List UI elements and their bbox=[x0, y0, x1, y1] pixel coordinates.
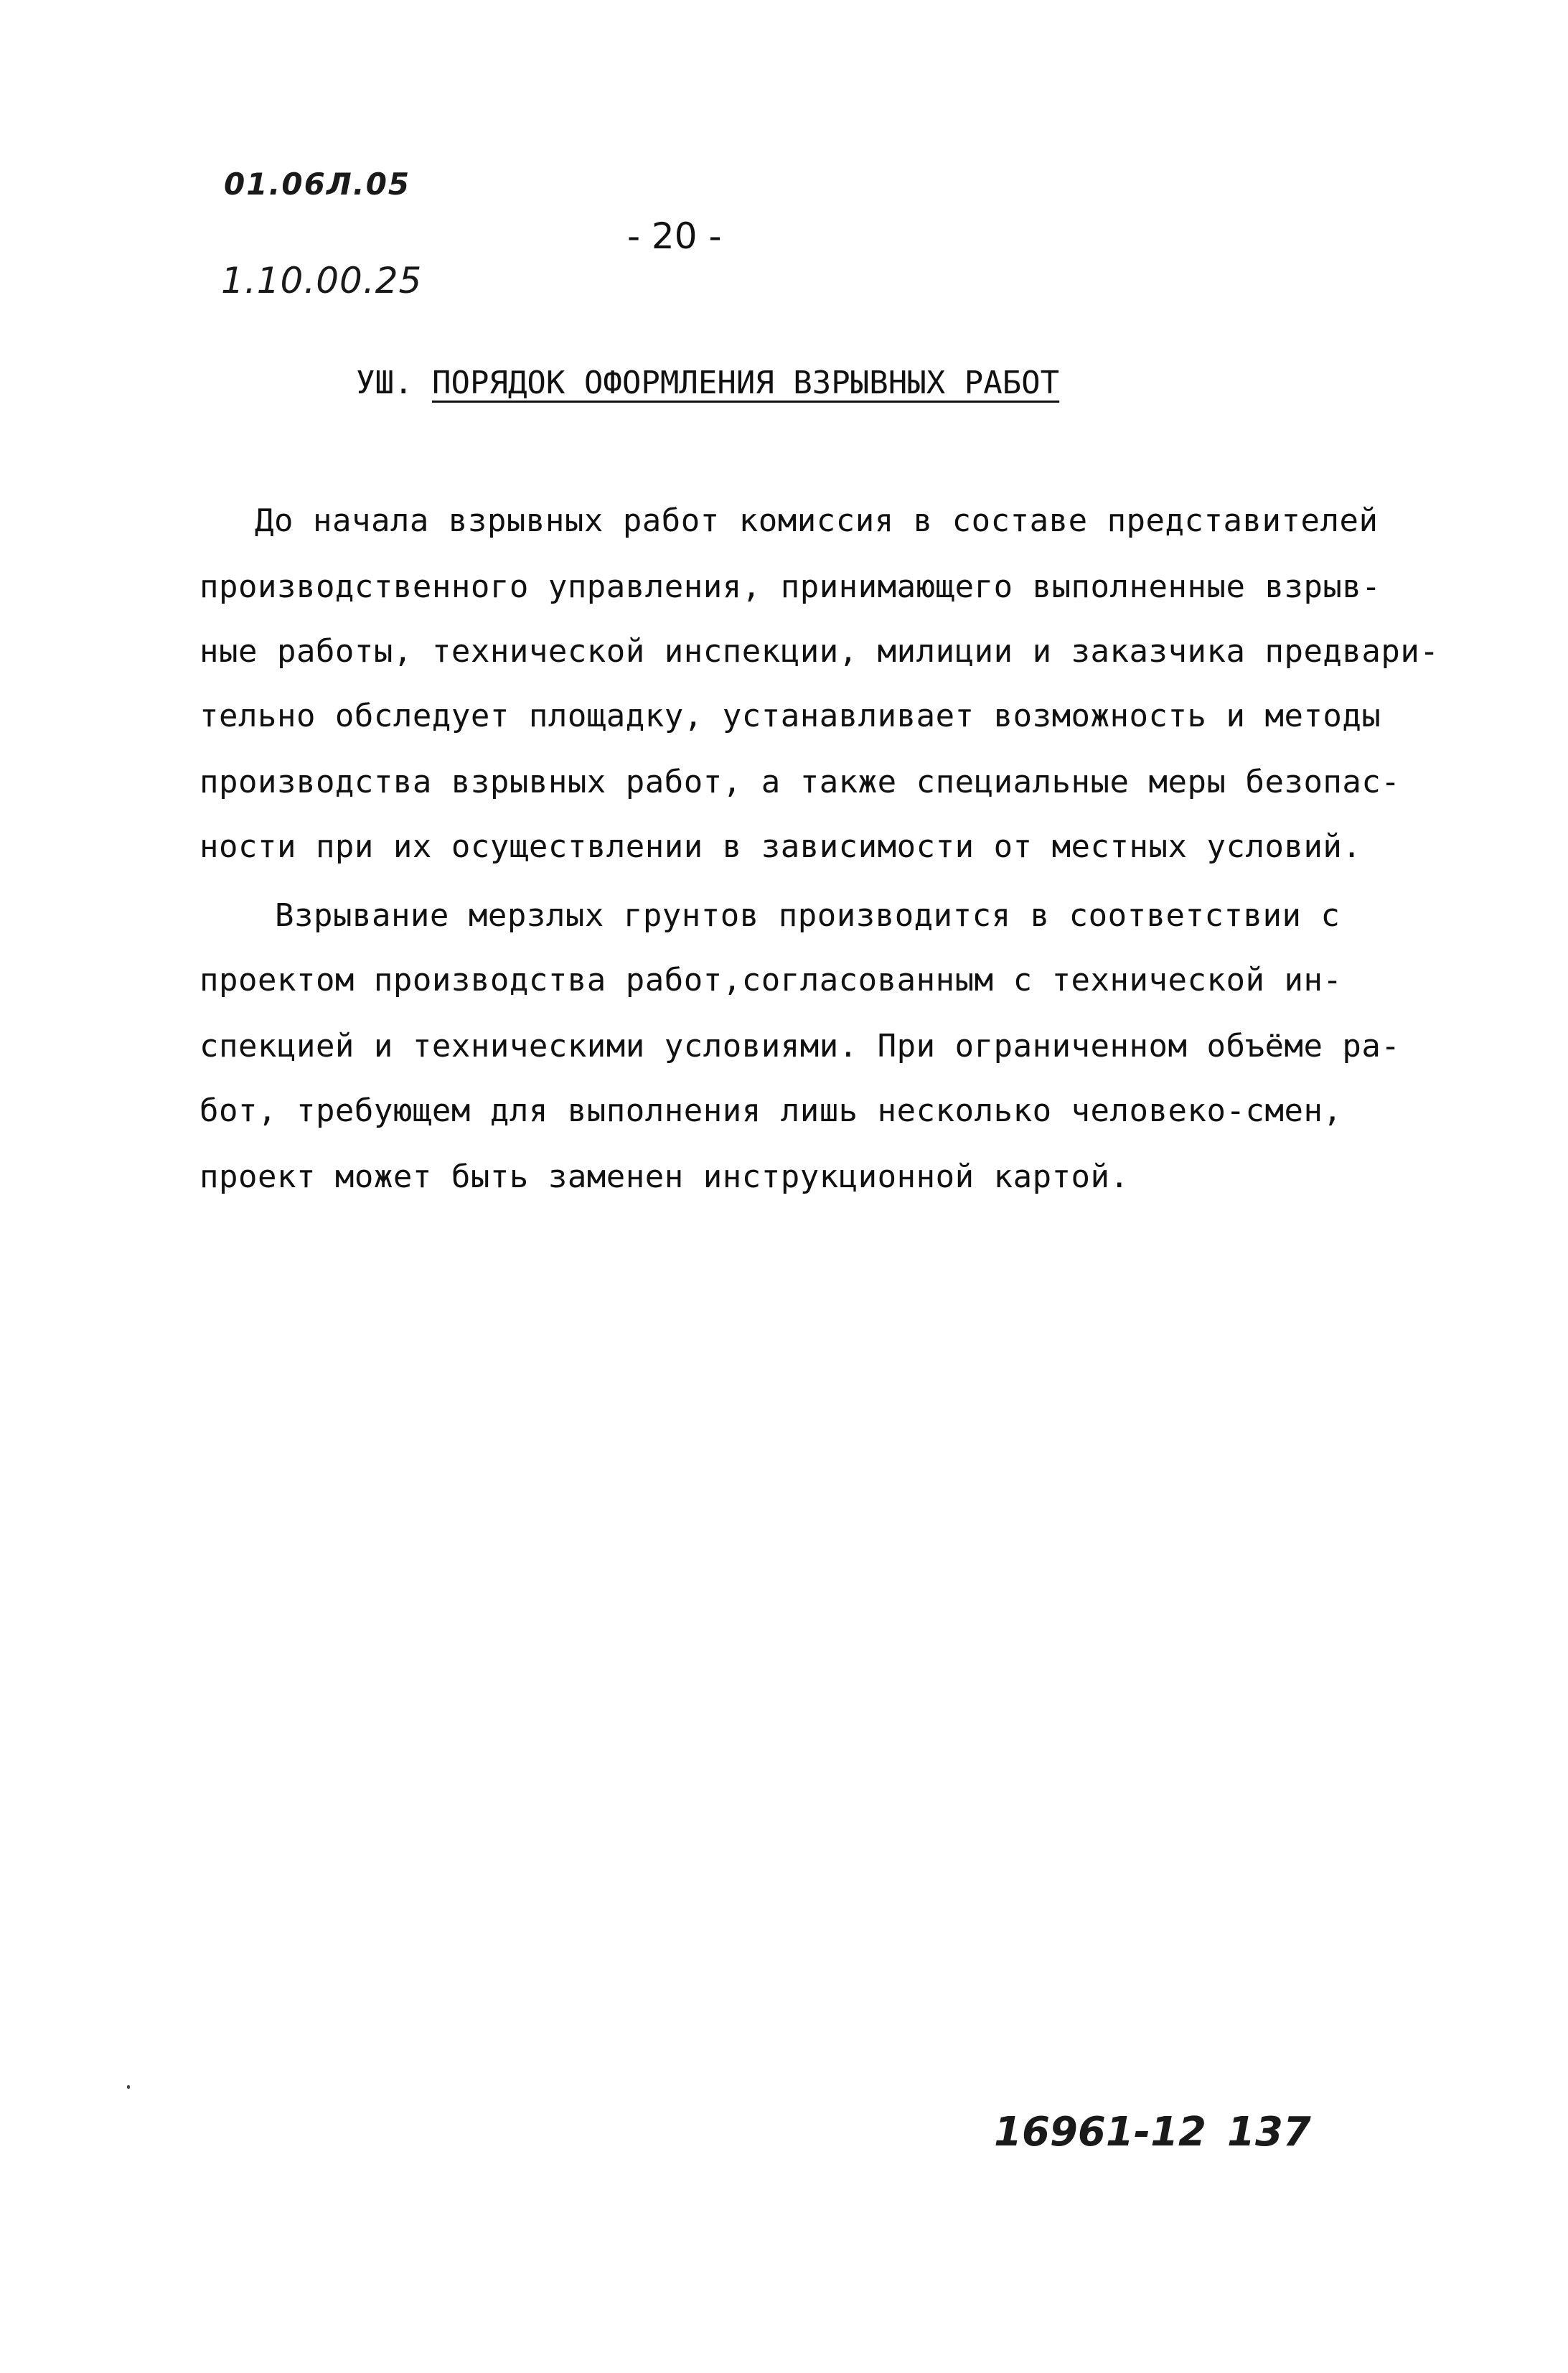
text-line: проект может быть заменен инструкционной картой. bbox=[199, 1159, 1130, 1195]
document-subcode-handwritten: 1.10.00.25 bbox=[221, 260, 423, 301]
section-heading bbox=[356, 365, 1059, 401]
text-line: спекцией и техническими условиями. При ограниченном объёме ра- bbox=[199, 1028, 1401, 1064]
archive-number-handwritten: 16961-12 bbox=[994, 2109, 1206, 2156]
text-line: производства взрывных работ, а также специальные меры безопас- bbox=[199, 764, 1401, 800]
text-line: производственного управления, принимающего выполненные взрыв- bbox=[199, 568, 1381, 605]
scan-artifact bbox=[127, 2085, 130, 2089]
section-title: ПОРЯДОК ОФОРМЛЕНИЯ ВЗРЫВНЫХ РАБОТ bbox=[431, 365, 1060, 401]
page-number: - 20 - bbox=[627, 215, 722, 257]
text-line: ные работы, технической инспекции, милиции и заказчика предвари- bbox=[199, 633, 1440, 670]
text-line: тельно обследует площадку, устанавливает возможность и методы bbox=[199, 698, 1381, 734]
section-number: УШ. bbox=[356, 365, 413, 401]
text-line: бот, требующем для выполнения лишь несколько человеко-смен, bbox=[199, 1092, 1343, 1129]
text-line: Взрывание мерзлых грунтов производится в соответствии с bbox=[275, 897, 1341, 934]
text-line: ности при их осуществлении в зависимости от местных условий. bbox=[199, 828, 1362, 865]
document-code-handwritten: 01.06Л.05 bbox=[224, 167, 411, 202]
sheet-number-handwritten: 137 bbox=[1227, 2109, 1311, 2156]
text-line: проектом производства работ,согласованным с технической ин- bbox=[199, 962, 1343, 998]
text-line: До начала взрывных работ комиссия в составе представителей bbox=[255, 502, 1379, 539]
